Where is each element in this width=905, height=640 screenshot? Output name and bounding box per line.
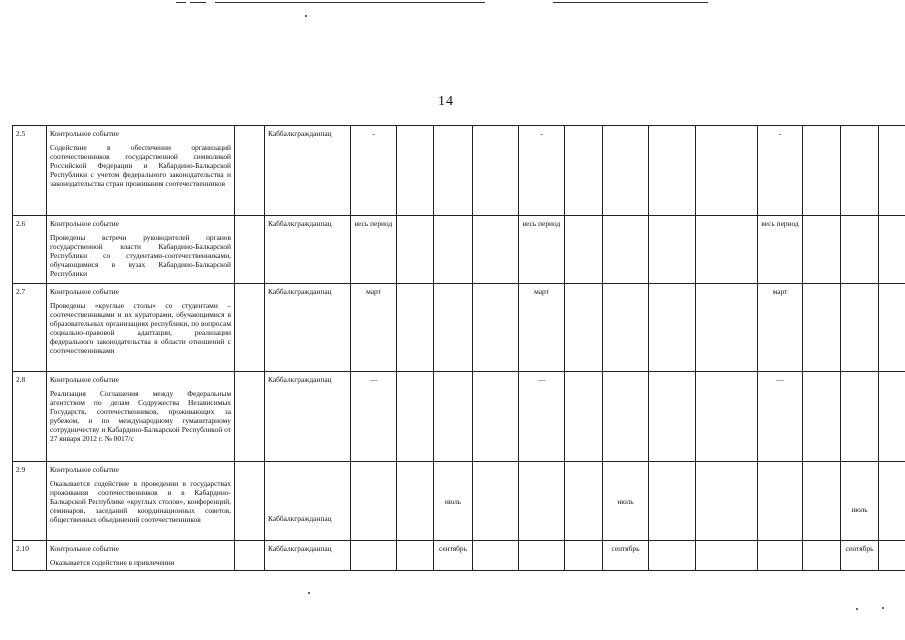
blank-cell bbox=[235, 126, 265, 216]
event-description bbox=[47, 541, 235, 571]
schedule-mark bbox=[758, 541, 803, 571]
schedule-mark: весь период bbox=[351, 216, 397, 284]
schedule-mark bbox=[879, 216, 905, 284]
schedule-mark: - bbox=[519, 126, 565, 216]
schedule-mark bbox=[649, 126, 696, 216]
schedule-mark bbox=[696, 372, 758, 462]
schedule-mark bbox=[603, 216, 649, 284]
schedule-mark bbox=[434, 372, 473, 462]
blank-cell bbox=[235, 462, 265, 541]
page-number: 14 bbox=[438, 94, 454, 109]
schedule-mark bbox=[434, 216, 473, 284]
top-rule-3 bbox=[215, 2, 485, 3]
schedule-mark: сентябрь bbox=[434, 541, 473, 571]
blank-cell bbox=[235, 541, 265, 571]
schedule-mark: — bbox=[758, 372, 803, 462]
event-text: Проведены встречи руководителей органов государственной власти Кабардино-Балкарской Республики со студентами-соотечественниками, обучающимися в вузах Кабардино-Балкарской Республики bbox=[50, 233, 231, 278]
executor: Каббалкгражданпац bbox=[265, 372, 351, 462]
schedule-mark: - bbox=[758, 126, 803, 216]
schedule-mark: — bbox=[519, 372, 565, 462]
schedule-mark: сентябрь bbox=[841, 541, 879, 571]
schedule-mark bbox=[803, 284, 841, 372]
schedule-mark: март bbox=[758, 284, 803, 372]
schedule-mark bbox=[351, 541, 397, 571]
schedule-mark bbox=[696, 541, 758, 571]
scan-speck bbox=[882, 607, 884, 609]
scan-speck bbox=[305, 15, 307, 17]
schedule-mark: июль bbox=[603, 462, 649, 541]
schedule-mark bbox=[879, 284, 905, 372]
schedule-mark bbox=[434, 284, 473, 372]
top-rule-2 bbox=[190, 2, 206, 3]
schedule-mark bbox=[519, 541, 565, 571]
row-number: 2.6 bbox=[13, 216, 47, 284]
schedule-mark bbox=[758, 462, 803, 541]
table-row bbox=[13, 216, 905, 284]
event-text: Оказывается содействие в проведении в государствах проживания соотечественников и в Кабардино-Балкарской Республике «круглых столов», конференций, семинаров, заседаний координационных советов, общественных объединений соотечественников bbox=[50, 479, 231, 524]
table-row bbox=[13, 462, 905, 541]
event-kind: Контрольное событие bbox=[50, 287, 119, 296]
schedule-mark bbox=[696, 216, 758, 284]
schedule-mark bbox=[397, 284, 434, 372]
schedule-mark bbox=[649, 216, 696, 284]
row-number: 2.7 bbox=[13, 284, 47, 372]
executor: Каббалкгражданпац bbox=[265, 284, 351, 372]
schedule-mark bbox=[397, 126, 434, 216]
top-rule-4 bbox=[553, 2, 708, 3]
schedule-mark bbox=[473, 216, 519, 284]
executor: Каббалкгражданпац bbox=[265, 541, 351, 571]
event-text: Проведены «круглые столы» со студентами – соотечественниками и их кураторами, обучающимися в образовательных организациях республики, по вопросам социально-правовой адаптации, реализации федерального законодательства в области отношений с соотечественниками bbox=[50, 301, 231, 355]
blank-cell bbox=[235, 216, 265, 284]
event-text: Содействие в обеспечении организаций соотечественников государственной символикой Российской Федерации и Кабардино-Балкарской Республики с учетом федерального законодательства и законодательства стран проживания соотечественников bbox=[50, 143, 231, 188]
schedule-mark bbox=[603, 372, 649, 462]
schedule-mark bbox=[879, 541, 905, 571]
scan-speck bbox=[856, 608, 858, 610]
schedule-mark: — bbox=[351, 372, 397, 462]
schedule-mark bbox=[565, 216, 603, 284]
schedule-mark bbox=[803, 126, 841, 216]
schedule-mark: март bbox=[351, 284, 397, 372]
event-kind: Контрольное событие bbox=[50, 129, 119, 138]
event-description bbox=[47, 462, 235, 541]
schedule-mark bbox=[803, 372, 841, 462]
event-plan-table bbox=[12, 125, 905, 571]
event-kind: Контрольное событие bbox=[50, 375, 119, 384]
schedule-mark bbox=[803, 541, 841, 571]
event-description bbox=[47, 216, 235, 284]
schedule-mark bbox=[879, 462, 905, 541]
table-row bbox=[13, 372, 905, 462]
schedule-mark: весь период bbox=[519, 216, 565, 284]
schedule-mark bbox=[434, 126, 473, 216]
schedule-mark bbox=[397, 216, 434, 284]
schedule-mark bbox=[696, 126, 758, 216]
schedule-mark bbox=[603, 284, 649, 372]
schedule-mark bbox=[397, 462, 434, 541]
schedule-mark bbox=[519, 462, 565, 541]
schedule-mark bbox=[565, 541, 603, 571]
top-rule-1 bbox=[176, 2, 186, 3]
schedule-mark bbox=[841, 216, 879, 284]
schedule-mark bbox=[649, 541, 696, 571]
executor: Каббалкгражданпац bbox=[265, 462, 351, 541]
table-row bbox=[13, 541, 905, 571]
event-description bbox=[47, 126, 235, 216]
schedule-mark bbox=[473, 462, 519, 541]
event-text: Реализация Соглашения между Федеральным агентством по делам Содружества Независимых Государств, соотечественников, проживающих за рубежом, и по международному гуманитарному сотрудничеству и Кабардино-Балкарской Республикой от 27 января 2012 г. № 0017/с bbox=[50, 389, 231, 443]
schedule-mark bbox=[879, 126, 905, 216]
schedule-mark bbox=[841, 284, 879, 372]
schedule-mark: - bbox=[351, 126, 397, 216]
schedule-mark: весь период bbox=[758, 216, 803, 284]
schedule-mark bbox=[397, 541, 434, 571]
schedule-mark bbox=[649, 462, 696, 541]
schedule-mark bbox=[565, 372, 603, 462]
row-number: 2.5 bbox=[13, 126, 47, 216]
event-description bbox=[47, 372, 235, 462]
schedule-mark bbox=[649, 372, 696, 462]
executor: Каббалкгражданпац bbox=[265, 126, 351, 216]
event-text: Оказывается содействие в привлечении bbox=[50, 558, 175, 567]
schedule-mark: июль bbox=[841, 462, 879, 541]
event-kind: Контрольное событие bbox=[50, 544, 119, 553]
schedule-mark: март bbox=[519, 284, 565, 372]
row-number: 2.9 bbox=[13, 462, 47, 541]
event-kind: Контрольное событие bbox=[50, 465, 119, 474]
schedule-mark: сентябрь bbox=[603, 541, 649, 571]
schedule-mark bbox=[565, 462, 603, 541]
blank-cell bbox=[235, 284, 265, 372]
schedule-mark bbox=[565, 284, 603, 372]
schedule-mark bbox=[565, 126, 603, 216]
schedule-mark bbox=[473, 372, 519, 462]
schedule-mark bbox=[473, 541, 519, 571]
table-row bbox=[13, 126, 905, 216]
event-kind: Контрольное событие bbox=[50, 219, 119, 228]
schedule-mark: июль bbox=[434, 462, 473, 541]
schedule-mark bbox=[603, 126, 649, 216]
blank-cell bbox=[235, 372, 265, 462]
schedule-mark bbox=[473, 126, 519, 216]
row-number: 2.8 bbox=[13, 372, 47, 462]
scan-speck bbox=[308, 592, 310, 594]
schedule-mark bbox=[351, 462, 397, 541]
schedule-mark bbox=[841, 126, 879, 216]
schedule-mark bbox=[473, 284, 519, 372]
schedule-mark bbox=[803, 462, 841, 541]
schedule-mark bbox=[841, 372, 879, 462]
schedule-mark bbox=[696, 284, 758, 372]
schedule-mark bbox=[803, 216, 841, 284]
schedule-mark bbox=[879, 372, 905, 462]
schedule-mark bbox=[649, 284, 696, 372]
executor: Каббалкгражданпац bbox=[265, 216, 351, 284]
schedule-mark bbox=[696, 462, 758, 541]
schedule-mark bbox=[397, 372, 434, 462]
table-row bbox=[13, 284, 905, 372]
row-number: 2.10 bbox=[13, 541, 47, 571]
event-description bbox=[47, 284, 235, 372]
